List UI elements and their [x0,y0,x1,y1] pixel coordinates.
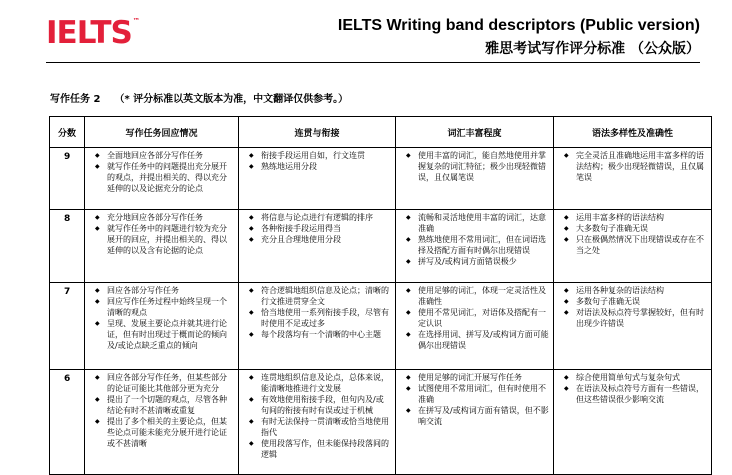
cell-coherence-cohesion [239,210,396,283]
descriptor-list [239,285,395,340]
descriptor-item: ◆ 对语法及标点符号掌握较好，但有时出现少许错误 [564,307,707,329]
descriptor-item: ◆ 完全灵活且准确地运用丰富多样的语法结构；极少出现轻微错误，且仅属笔误 [564,150,707,183]
title-english: IELTS Writing band descriptors (Public version) [337,17,700,34]
header-lexical-resource: 词汇丰富程度 [396,117,554,148]
descriptor-list [85,212,238,256]
cell-coherence-cohesion [239,283,396,370]
descriptor-item: ◆ 在拼写及/或构词方面有错误，但不影响交流 [406,405,549,427]
descriptor-item: ◆ 有时无法保持一贯清晰或恰当地使用指代 [249,416,391,438]
table-row [50,283,712,370]
descriptor-item: ◆ 使用不常见词汇，对语体及搭配有一定认识 [406,307,549,329]
descriptor-list [396,212,553,267]
ielts-logo [46,15,140,51]
descriptor-item: ◆ 将信息与论点进行有逻辑的排序 [249,212,391,223]
cell-coherence-cohesion [239,148,396,210]
table-header-row [50,117,712,148]
descriptor-list [396,150,553,183]
logo-text: IELTS [46,15,132,51]
table-row [50,210,712,283]
title-chinese: 雅思考试写作评分标准 （公众版） [485,41,700,57]
descriptor-item: ◆ 充分且合理地使用分段 [249,234,391,245]
descriptor-list [85,150,238,194]
descriptor-list [239,372,395,460]
descriptor-list [554,372,711,405]
descriptor-item: ◆ 每个段落均有一个清晰的中心主题 [249,329,391,340]
descriptor-list [396,372,553,427]
descriptor-item: ◆ 回应各部分写作任务 [95,285,234,296]
cell-grammar [554,370,712,475]
cell-task-response [85,283,239,370]
descriptor-list [396,285,553,351]
band-score: 8 [50,210,85,283]
descriptor-item: ◆ 各种衔接手段运用得当 [249,223,391,234]
descriptor-list [85,372,238,449]
descriptor-item: ◆ 流畅和灵活地使用丰富的词汇，达意准确 [406,212,549,234]
descriptor-item: ◆ 拼写及/或构词方面错误极少 [406,256,549,267]
header-task-response: 写作任务回应情况 [85,117,239,148]
descriptor-item: ◆ 运用各种复杂的语法结构 [564,285,707,296]
descriptor-list [239,212,395,245]
descriptor-item: ◆ 多数句子准确无误 [564,296,707,307]
descriptor-item: ◆ 熟练地使用不常用词汇，但在词语选择及搭配方面有时偶尔出现错误 [406,234,549,256]
header-score: 分数 [50,117,85,148]
trademark-mark: ™ [132,17,140,25]
descriptor-item: ◆ 大多数句子准确无误 [564,223,707,234]
descriptor-item: ◆ 在选择用词、拼写及/或构词方面可能偶尔出现错误 [406,329,549,351]
descriptor-item: ◆ 提出了多个相关的主要论点，但某些论点可能未能充分展开进行论证或不甚清晰 [95,416,234,449]
descriptor-list [85,285,238,351]
descriptor-item: ◆ 就写作任务中的问题提出充分展开的观点，并提出相关的、得以充分延伸的以及论据充分的论点 [95,161,234,194]
descriptor-item: ◆ 充分地回应各部分写作任务 [95,212,234,223]
descriptor-item: ◆ 连贯地组织信息及论点，总体来说，能清晰地推进行文发展 [249,372,391,394]
descriptor-item: ◆ 有效地使用衔接手段，但句内及/或句间的衔接有时有误或过于机械 [249,394,391,416]
cell-task-response [85,210,239,283]
cell-grammar [554,148,712,210]
descriptor-item: ◆ 综合使用简单句式与复杂句式 [564,372,707,383]
cell-task-response [85,370,239,475]
descriptor-item: ◆ 衔接手段运用自如，行文连贯 [249,150,391,161]
descriptor-item: ◆ 使用丰富的词汇，能自然地使用并掌握复杂的词汇特征；极少出现轻微错误，且仅属笔误 [406,150,549,183]
table-row [50,148,712,210]
descriptor-item: ◆ 运用丰富多样的语法结构 [564,212,707,223]
descriptor-item: ◆ 使用足够的词汇，体现一定灵活性及准确性 [406,285,549,307]
descriptor-item: ◆ 恰当地使用一系列衔接手段，尽管有时使用不足或过多 [249,307,391,329]
band-descriptor-table [49,116,712,475]
descriptor-item: ◆ 回应各部分写作任务，但某些部分的论证可能比其他部分更为充分 [95,372,234,394]
descriptor-list [554,150,711,183]
descriptor-item: ◆ 在语法及标点符号方面有一些错误，但这些错误很少影响交流 [564,383,707,405]
task-label: 写作任务 2 [50,94,101,105]
cell-task-response [85,148,239,210]
descriptor-item: ◆ 呈现、发展主要论点并就其进行论证，但有时出现过于概而论的倾向及/或论点缺乏重点的倾向 [95,318,234,351]
cell-coherence-cohesion [239,370,396,475]
header-divider [46,62,700,63]
descriptor-item: ◆ 只在极偶然情况下出现错误或存在不当之处 [564,234,707,256]
descriptor-list [554,285,711,329]
descriptor-list [239,150,395,172]
descriptor-item: ◆ 试图使用不常用词汇，但有时使用不准确 [406,383,549,405]
band-score: 7 [50,283,85,370]
band-score: 6 [50,370,85,475]
descriptor-item: ◆ 回应写作任务过程中始终呈现一个清晰的观点 [95,296,234,318]
descriptor-item: ◆ 符合逻辑地组织信息及论点；清晰的行文推进贯穿全文 [249,285,391,307]
header-grammar: 语法多样性及准确性 [554,117,712,148]
table-row [50,370,712,475]
cell-lexical-resource [396,210,554,283]
descriptor-list [554,212,711,256]
cell-lexical-resource [396,283,554,370]
cell-grammar [554,283,712,370]
header-coherence-cohesion: 连贯与衔接 [239,117,396,148]
descriptor-item: ◆ 使用足够的词汇开展写作任务 [406,372,549,383]
section-heading [50,90,348,105]
cell-lexical-resource [396,148,554,210]
descriptor-item: ◆ 就写作任务中的问题进行较为充分展开的回应，并提出相关的、得以延伸的以及含有论据的论点 [95,223,234,256]
descriptor-item: ◆ 使用段落写作，但未能保持段落间的逻辑 [249,438,391,460]
descriptor-item: ◆ 全面地回应各部分写作任务 [95,150,234,161]
cell-lexical-resource [396,370,554,475]
translation-note: （* 评分标准以英文版本为准，中文翻译仅供参考。） [114,94,349,105]
band-score: 9 [50,148,85,210]
descriptor-item: ◆ 提出了一个切题的观点，尽管各种结论有时不甚清晰或重复 [95,394,234,416]
descriptor-item: ◆ 熟练地运用分段 [249,161,391,172]
cell-grammar [554,210,712,283]
